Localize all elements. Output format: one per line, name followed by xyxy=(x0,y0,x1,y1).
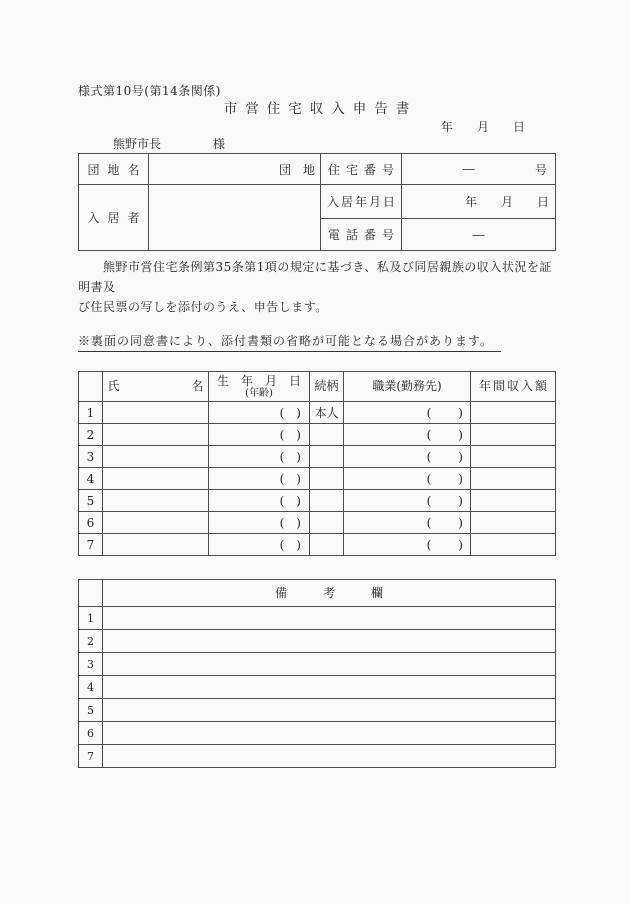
telephone-field: ― xyxy=(402,219,556,251)
relation-cell: 本人 xyxy=(310,402,344,424)
occupation-cell: ( ) xyxy=(344,424,471,446)
birthdate-cell: ( ) xyxy=(209,446,310,468)
remarks-header: 備 考 欄 xyxy=(103,580,556,607)
occupation-header: 職業(勤務先) xyxy=(344,372,471,402)
remarks-cell xyxy=(103,607,556,630)
remarks-cell xyxy=(103,745,556,768)
birthdate-cell: ( ) xyxy=(209,468,310,490)
member-row xyxy=(79,490,556,512)
remarks-row xyxy=(79,630,556,653)
member-row xyxy=(79,468,556,490)
relation-cell xyxy=(310,490,344,512)
remarks-row xyxy=(79,653,556,676)
income-cell xyxy=(471,490,556,512)
movein-date-field: 年 月 日 xyxy=(402,185,556,219)
income-cell xyxy=(471,534,556,556)
birthdate-cell: ( ) xyxy=(209,424,310,446)
form-content xyxy=(78,84,555,768)
remarks-cell xyxy=(103,676,556,699)
house-number-label: 住宅番号 xyxy=(321,154,402,185)
income-cell xyxy=(471,512,556,534)
name-cell xyxy=(103,468,209,490)
addressee-honorific: 様 xyxy=(213,137,226,151)
declaration-line: び住民票の写しを添付のうえ、申告します。 xyxy=(78,300,328,314)
row-number: 6 xyxy=(79,722,103,745)
relation-header: 続柄 xyxy=(310,372,344,402)
occupation-cell: ( ) xyxy=(344,490,471,512)
income-cell xyxy=(471,468,556,490)
remarks-cell xyxy=(103,630,556,653)
relation-cell xyxy=(310,512,344,534)
house-number-dash: ― xyxy=(462,162,475,176)
remarks-no-header xyxy=(79,580,103,607)
relation-cell xyxy=(310,468,344,490)
addressee-line xyxy=(113,137,555,152)
income-cell xyxy=(471,424,556,446)
occupation-cell: ( ) xyxy=(344,534,471,556)
addressee-name: 熊野市長 xyxy=(113,137,162,151)
member-row xyxy=(79,424,556,446)
note-line-wrap xyxy=(78,334,555,352)
birthdate-cell: ( ) xyxy=(209,512,310,534)
row-number: 5 xyxy=(79,699,103,722)
remarks-row xyxy=(79,699,556,722)
birthdate-header-line1: 生 年 月 日 xyxy=(216,373,301,388)
birthdate-header xyxy=(209,372,310,402)
occupation-cell: ( ) xyxy=(344,468,471,490)
declaration-line: 熊野市営住宅条例第35条第1項の規定に基づき、私及び同居親族の収入状況を証明書及 xyxy=(78,260,552,294)
remarks-cell xyxy=(103,722,556,745)
name-cell xyxy=(103,402,209,424)
birthdate-cell: ( ) xyxy=(209,490,310,512)
row-number: 6 xyxy=(79,512,103,534)
resident-label: 入居者 xyxy=(79,185,149,251)
members-income-table xyxy=(78,371,556,556)
row-number: 3 xyxy=(79,446,103,468)
relation-cell xyxy=(310,424,344,446)
resident-name-field xyxy=(149,185,321,251)
income-header: 年間収入額 xyxy=(471,372,556,402)
name-cell xyxy=(103,446,209,468)
relation-cell xyxy=(310,446,344,468)
member-row xyxy=(79,534,556,556)
birthdate-cell: ( ) xyxy=(209,402,310,424)
occupation-cell: ( ) xyxy=(344,512,471,534)
income-cell xyxy=(471,402,556,424)
date-line: 年 月 日 xyxy=(440,120,525,134)
house-number-field xyxy=(402,154,556,185)
occupation-cell: ( ) xyxy=(344,402,471,424)
relation-cell xyxy=(310,534,344,556)
name-cell xyxy=(103,534,209,556)
occupation-cell: ( ) xyxy=(344,446,471,468)
danchi-name-label: 団地名 xyxy=(79,154,149,185)
name-cell xyxy=(103,424,209,446)
remarks-row xyxy=(79,722,556,745)
consent-note: ※裏面の同意書により、添付書類の省略が可能となる場合があります。 xyxy=(78,334,501,352)
name-cell xyxy=(103,490,209,512)
remarks-row xyxy=(79,745,556,768)
row-number: 7 xyxy=(79,534,103,556)
member-row xyxy=(79,512,556,534)
row-number: 4 xyxy=(79,468,103,490)
danchi-name-field: 団 地 xyxy=(149,154,321,185)
name-cell xyxy=(103,512,209,534)
members-no-header xyxy=(79,372,103,402)
declaration-paragraph xyxy=(78,257,555,317)
name-header: 氏 名 xyxy=(103,372,209,402)
remarks-row xyxy=(79,607,556,630)
row-number: 1 xyxy=(79,607,103,630)
remarks-row xyxy=(79,676,556,699)
member-row xyxy=(79,446,556,468)
birthdate-header-line2: (年齢) xyxy=(245,387,273,399)
resident-info-table xyxy=(78,153,556,251)
birthdate-cell: ( ) xyxy=(209,534,310,556)
telephone-label: 電話番号 xyxy=(321,219,402,251)
member-row xyxy=(79,402,556,424)
house-number-unit: 号 xyxy=(534,162,547,177)
movein-date-label: 入居年月日 xyxy=(321,185,402,219)
remarks-cell xyxy=(103,653,556,676)
row-number: 2 xyxy=(79,630,103,653)
row-number: 7 xyxy=(79,745,103,768)
remarks-table xyxy=(78,579,556,768)
row-number: 2 xyxy=(79,424,103,446)
remarks-cell xyxy=(103,699,556,722)
row-number: 1 xyxy=(79,402,103,424)
form-title: 市営住宅収入申告書 xyxy=(223,101,418,117)
row-number: 4 xyxy=(79,676,103,699)
row-number: 3 xyxy=(79,653,103,676)
form-number: 様式第10号(第14条関係) xyxy=(78,84,221,98)
income-cell xyxy=(471,446,556,468)
row-number: 5 xyxy=(79,490,103,512)
